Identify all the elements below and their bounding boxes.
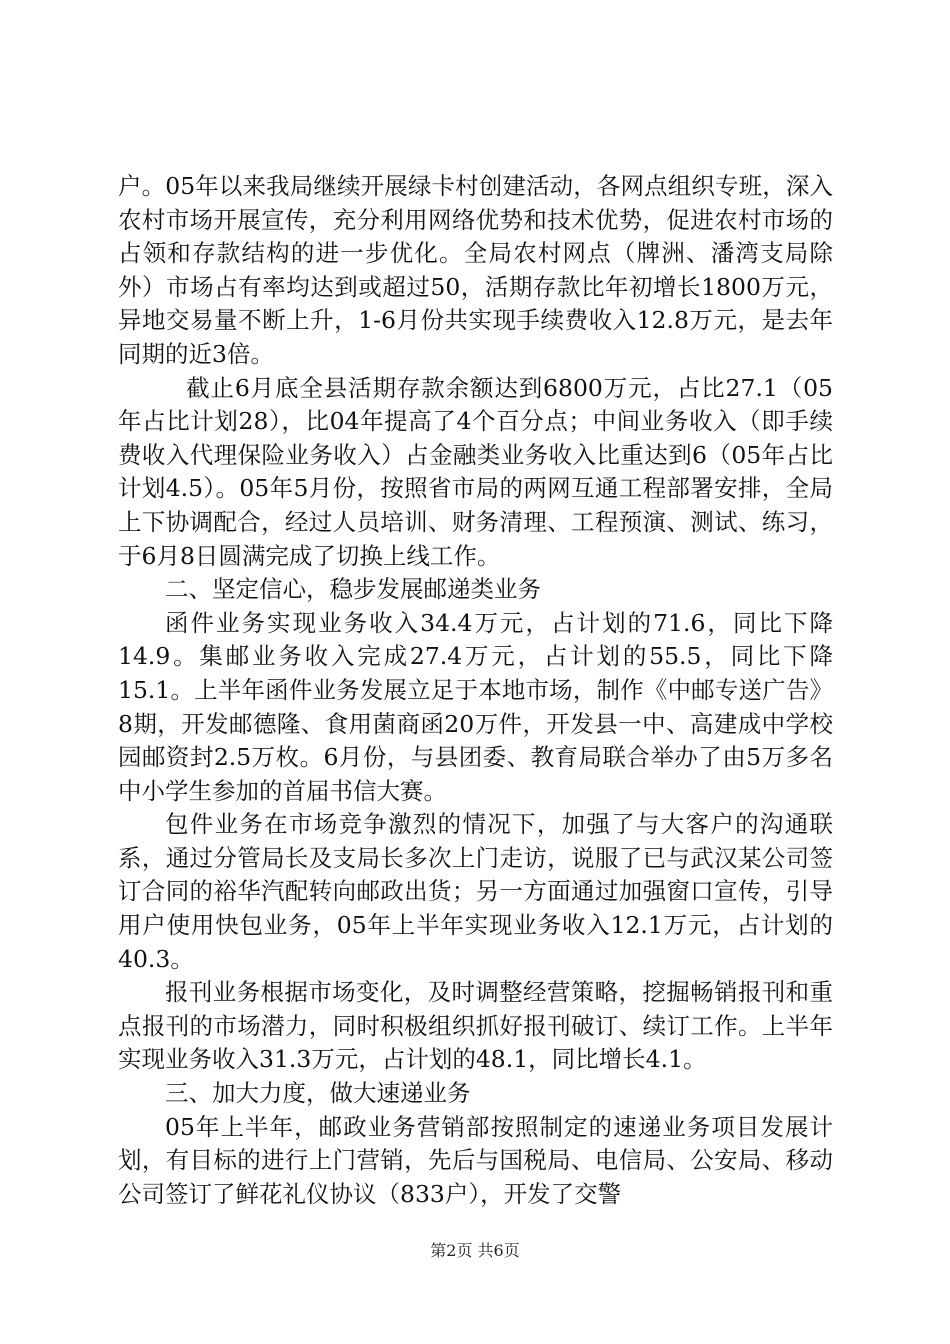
- paragraph-2: 截止6月底全县活期存款余额达到6800万元，占比27.1（05年占比计划28），比04年提高了4个百分点；中间业务收入（即手续费收入代理保险业务收入）占金融类业务收入比重达到6（05年占比计划4.5）。05年5月份，按照省市局的两网互通工程部署安排，全局上下协调配合，经过人员培训、财务清理、工程预演、测试、练习，于6月8日圆满完成了切换上线工作。: [118, 373, 833, 570]
- section-heading-2: 二、坚定信心，稳步发展邮递类业务: [165, 575, 541, 604]
- paragraph-3: 函件业务实现业务收入34.4万元，占计划的71.6，同比下降14.9。集邮业务收入完成27.4万元，占计划的55.5，同比下降15.1。上半年函件业务发展立足于本地市场，制作《中邮专送广告》8期，开发邮德隆、食用菌商函20万件，开发县一中、高建成中学校园邮资封2.5万枚。6月份，与县团委、教育局联合举办了由5万多名中小学生参加的首届书信大赛。: [118, 608, 833, 805]
- paragraph-4: 包件业务在市场竞争激烈的情况下，加强了与大客户的沟通联系，通过分管局长及支局长多次上门走访，说服了已与武汉某公司签订合同的裕华汽配转向邮政出货；另一方面通过加强窗口宣传，引导用户使用快包业务，05年上半年实现业务收入12.1万元，占计划的40.3。: [118, 810, 833, 973]
- document-body: [118, 170, 833, 1211]
- paragraph-1: 户。05年以来我局继续开展绿卡村创建活动，各网点组织专班，深入农村市场开展宣传，充分利用网络优势和技术优势，促进农村市场的占领和存款结构的进一步优化。全局农村网点（牌洲、潘湾支局除外）市场占有率均达到或超过50，活期存款比年初增长1800万元，异地交易量不断上升，1-6月份共实现手续费收入12.8万元，是去年同期的近3倍。: [118, 172, 833, 368]
- section-heading-3: 三、加大力度，做大速递业务: [165, 1079, 471, 1108]
- paragraph-5: 报刊业务根据市场变化，及时调整经营策略，挖掘畅销报刊和重点报刊的市场潜力，同时积极组织抓好报刊破订、续订工作。上半年实现业务收入31.3万元，占计划的48.1，同比增长4.1。: [118, 978, 833, 1074]
- paragraph-6: 05年上半年，邮政业务营销部按照制定的速递业务项目发展计划，有目标的进行上门营销，先后与国税局、电信局、公安局、移动公司签订了鲜花礼仪协议（833户），开发了交警: [118, 1112, 833, 1208]
- page-number-footer: 第2页 共6页: [430, 1241, 520, 1260]
